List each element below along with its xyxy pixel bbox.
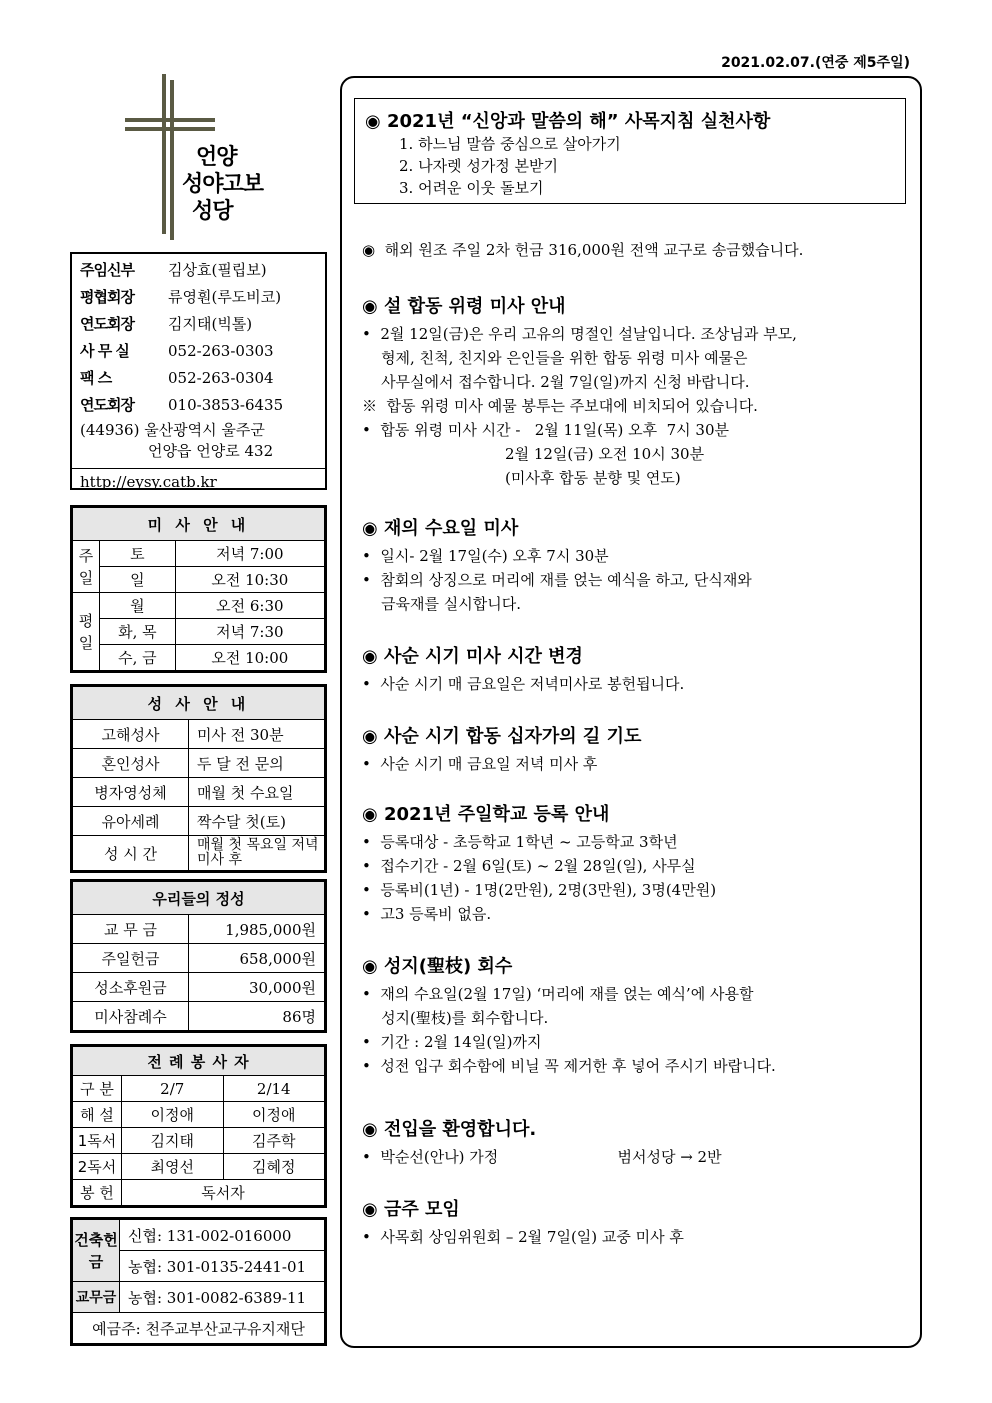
section-title: ◉ 설 합동 위령 미사 안내 [362, 296, 566, 317]
section-line: • 2월 12일(금)은 우리 고유의 명절인 설날입니다. 조상님과 부모, [362, 325, 797, 343]
section-line: • 참회의 상징으로 머리에 재를 얹는 예식을 하고, 단식재와 [362, 571, 752, 589]
bank-accounts: 건축헌금 신협: 131-002-016000 농협: 301-0135-2441-01 교무금 농협: 301-0082-6389-11 예금주: 천주교부산교구유지재단 [70, 1217, 327, 1346]
section-title: ◉ 2021년 주일학교 등록 안내 [362, 804, 610, 825]
section-title: ◉ 금주 모임 [362, 1199, 460, 1220]
section-line: 성지(聖枝)를 회수합니다. [362, 1009, 549, 1027]
section-line: 2월 12일(금) 오전 10시 30분 [362, 445, 705, 463]
info-row: 팩 스 052-263-0304 [80, 368, 274, 387]
notice-section [362, 292, 910, 490]
section-line: 금육재를 실시합니다. [362, 595, 522, 613]
section-line: • 사목회 상임위원회 – 2월 7일(일) 교중 미사 후 [362, 1228, 684, 1246]
parish-logo [120, 74, 280, 244]
notice-section [362, 514, 910, 616]
section-line: • 고3 등록비 없음. [362, 905, 492, 923]
notice-section [362, 952, 910, 1078]
notice-section [362, 722, 910, 776]
cross-icon [162, 74, 166, 234]
section-line: (미사후 합동 분향 및 연도) [362, 469, 681, 487]
section-line: • 기간 : 2월 14일(일)까지 [362, 1033, 542, 1051]
section-title: ◉ 사순 시기 미사 시간 변경 [362, 646, 583, 667]
mass-schedule: 미 사 안 내 주일 토 저녁 7:00 일 오전 10:30 평일 월 오전 6:30 화, 목 저녁 7:30 수, 금 오전 10:00 [70, 505, 327, 673]
section-line: • 일시- 2월 17일(수) 오후 7시 30분 [362, 547, 609, 565]
liturgy-servers: 전 례 봉 사 자 구 분 2/7 2/14 해 설 이정애 이정애 1독서 김지태 김주학 2독서 최영선 김혜정 봉 헌 독서자 [70, 1044, 327, 1208]
address: (44936) 울산광역시 울주군 언양읍 언양로 432 [80, 421, 274, 460]
info-row: 연도회장 010-3853-6435 [80, 395, 284, 414]
section-line: • 등록비(1년) - 1명(2만원), 2명(3만원), 3명(4만원) [362, 881, 717, 899]
info-row: 사 무 실 052-263-0303 [80, 341, 274, 360]
section-title: ◉ 전입을 환영합니다. [362, 1119, 537, 1140]
sacrament-info: 성 사 안 내 고해성사 미사 전 30분 혼인성사 두 달 전 문의 병자영성체 매월 첫 수요일 유아세례 짝수달 첫(토) 성 시 간 매월 첫 목요일 저녁미사 후 [70, 684, 327, 873]
section-line: • 사순 시기 매 금요일 저녁 미사 후 [362, 755, 598, 773]
info-row: 평협회장 류영훤(루도비코) [80, 288, 282, 306]
contact-info [70, 252, 327, 490]
notice-section [362, 1115, 910, 1169]
pastoral-guidelines: ◉ 2021년 “신앙과 말씀의 해” 사목지침 실천사항 1. 하느님 말씀 중심으로 살아가기 2. 나자렛 성가정 본받기 3. 어려운 이웃 돌보기 [354, 98, 906, 204]
section-line: 형제, 친척, 친지와 은인들을 위한 합동 위령 미사 예물은 [362, 349, 748, 367]
notice-section [362, 800, 910, 926]
notice-offering: ◉ 해외 원조 주일 2차 헌금 316,000원 전액 교구로 송금했습니다. [362, 241, 804, 259]
section-line: 사무실에서 접수합니다. 2월 7일(일)까지 신청 바랍니다. [362, 373, 750, 391]
section-title: ◉ 재의 수요일 미사 [362, 518, 519, 539]
notice-section [362, 642, 910, 696]
section-line: • 접수기간 - 2월 6일(토) ~ 2월 28일(일), 사무실 [362, 857, 696, 875]
section-line: • 박순선(안나) 가정 범서성당 → 2반 [362, 1148, 722, 1166]
notice-section [362, 1195, 910, 1249]
section-title: ◉ 성지(聖枝) 회수 [362, 956, 513, 977]
logo-text: 언양 성야고보 성당 [182, 145, 264, 224]
section-line: • 사순 시기 매 금요일은 저녁미사로 봉헌됩니다. [362, 675, 685, 693]
section-line: • 등록대상 - 초등학교 1학년 ~ 고등학교 3학년 [362, 833, 678, 851]
info-row: 연도회장 김지태(빅톨) [80, 315, 253, 333]
section-line: • 재의 수요일(2월 17일) ‘머리에 재를 얹는 예식’에 사용할 [362, 985, 754, 1003]
info-row: 주임신부 김상효(필립보) [80, 261, 267, 279]
section-line: ※ 합동 위령 미사 예물 봉투는 주보대에 비치되어 있습니다. [362, 397, 758, 415]
section-line: • 성전 입구 회수함에 비닐 꼭 제거한 후 넣어 주시기 바랍니다. [362, 1057, 776, 1075]
section-line: • 합동 위령 미사 시간 - 2월 11일(목) 오후 7시 30분 [362, 421, 729, 439]
offering-summary: 우리들의 정성 교 무 금 1,985,000원 주일헌금 658,000원 성소후원금 30,000원 미사참례수 86명 [70, 879, 327, 1033]
bulletin-date: 2021.02.07.(연중 제5주일) [721, 55, 910, 71]
website-link[interactable]: http://eysy.catb.kr [72, 468, 325, 491]
section-title: ◉ 사순 시기 합동 십자가의 길 기도 [362, 726, 642, 747]
